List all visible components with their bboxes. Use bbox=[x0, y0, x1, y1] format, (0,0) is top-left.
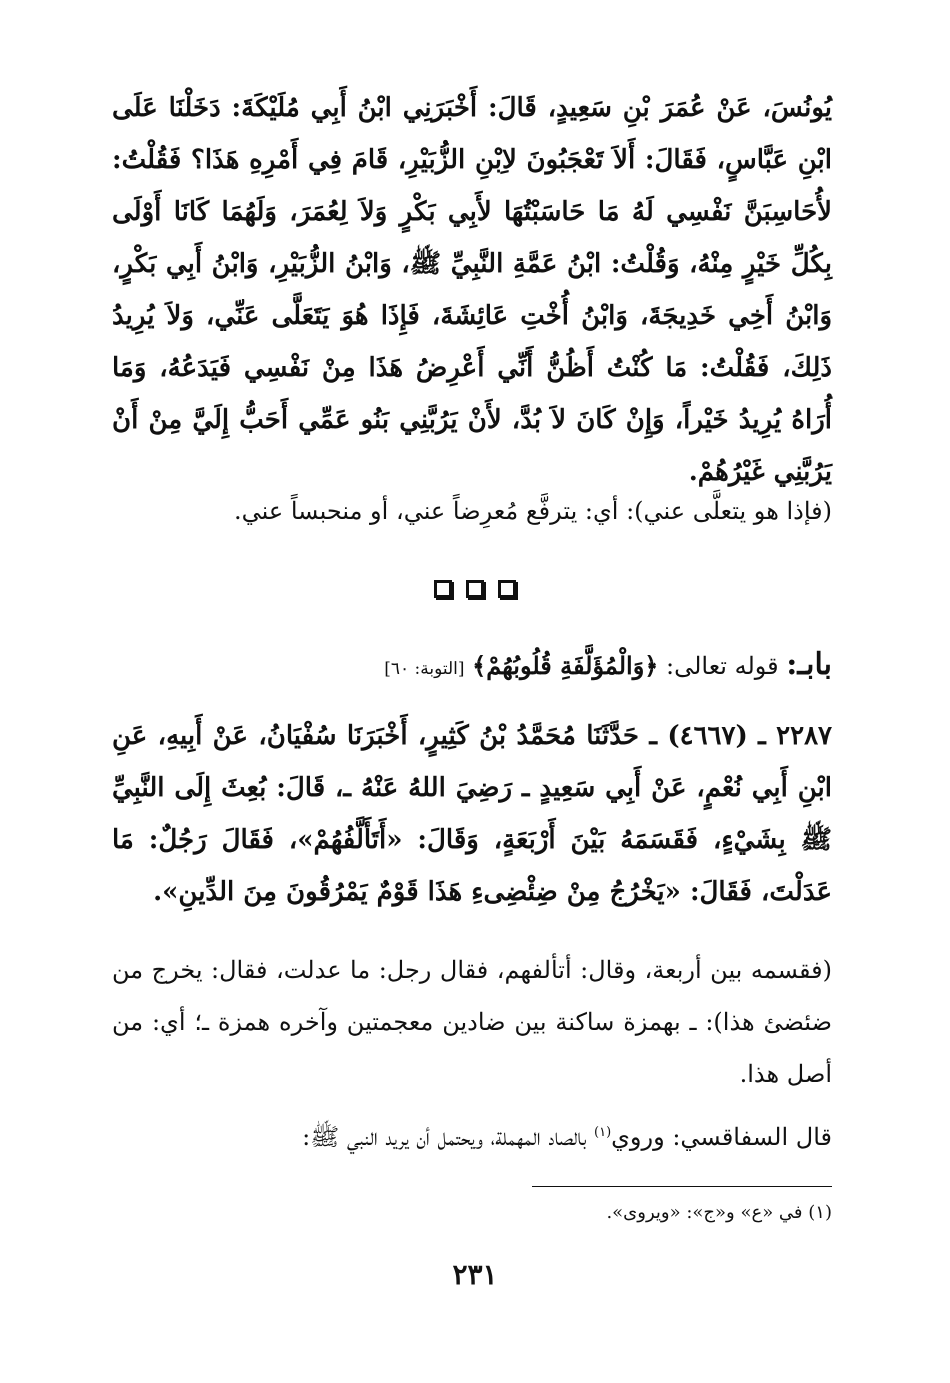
verse-reference: [التوبة: ٦٠] bbox=[384, 659, 465, 679]
hadith-entry bbox=[112, 710, 832, 918]
page-number: ٢٣١ bbox=[452, 1258, 498, 1291]
chapter-heading bbox=[112, 642, 832, 692]
hadith-text-continued bbox=[112, 82, 832, 498]
quran-verse: ﴿وَالْمُؤَلَّفَةِ قُلُوبُهُمْ﴾ bbox=[472, 651, 659, 680]
chapter-prefix: قوله تعالى: bbox=[666, 652, 779, 680]
footnote-divider bbox=[532, 1186, 832, 1187]
chapter-label: بابـ: bbox=[786, 647, 832, 682]
commentary-note bbox=[112, 486, 832, 536]
commentary-text-end: بالصاد المهملة، ويحتمل أن يريد النبي ﷺ: bbox=[302, 1123, 587, 1151]
separator-square-icon bbox=[498, 580, 516, 598]
hadith-text: ٢٢٨٧ ـ (٤٦٦٧) ـ حَدَّثَنَا مُحَمَّدُ بْنُ كَثِيرٍ، أَخْبَرَنَا سُفْيَانُ، عَنْ أَبِيهِ، عَنِ ابْنِ أَبِي نُعْمٍ، عَنْ أَبِي سَعِيدٍ ـ رَضِيَ اللهُ عَنْهُ ـ، قَالَ: بُعِثَ إِلَى النَّبِيِّ ﷺ بِشَيْءٍ، فَقَسَمَهُ بَيْنَ أَرْبَعَةٍ، وَقَالَ: «أَتَأَلَّفُهُمْ»، فَقَالَ رَجُلٌ: مَا عَدَلْتَ، فَقَالَ: «يَخْرُجُ مِنْ ضِئْضِىءِ هَذَا قَوْمٌ يَمْرُقُونَ مِنَ الدِّينِ». bbox=[112, 721, 832, 907]
hadith-text: يُونُسَ، عَنْ عُمَرَ بْنِ سَعِيدٍ، قَالَ: أَخْبَرَنِي ابْنُ أَبِي مُلَيْكَةَ: دَخَلْنَا عَلَى ابْنِ عَبَّاسٍ، فَقَالَ: أَلاَ تَعْجَبُونَ لاِبْنِ الزُّبَيْرِ، قَامَ فِي أَمْرِهِ هَذَا؟ فَقُلْتُ: لأُحَاسِبَنَّ نَفْسِي لَهُ مَا حَاسَبْتُهَا لأَبِي بَكْرٍ وَلاَ لِعُمَرَ، وَلَهُمَا كَانَا أَوْلَى بِكُلِّ خَيْرٍ مِنْهُ، وَقُلْتُ: ابْنُ عَمَّةِ النَّبِيِّ ﷺ، وَابْنُ الزُّبَيْرِ، وَابْنُ أَبِي بَكْرٍ، وَابْنُ أَخِي خَدِيجَةَ، وَابْنُ أُخْتِ عَائِشَةَ، فَإِذَا هُوَ يَتَعَلَّى عَنِّي، وَلاَ يُرِيدُ ذَلِكَ، فَقُلْتُ: مَا كُنْتُ أَظُنُّ أَنِّي أَعْرِضُ هَذَا مِنْ نَفْسِي فَيَدَعُهُ، وَمَا أُرَاهُ يُرِيدُ خَيْراً، وَإِنْ كَانَ لاَ بُدَّ، لأَنْ يَرُبَّنِي بَنُو عَمِّي أَحَبُّ إِلَيَّ مِنْ أَنْ يَرُبَّنِي غَيْرُهُمْ. bbox=[112, 93, 832, 487]
section-separator bbox=[0, 580, 950, 598]
commentary-note bbox=[112, 1108, 832, 1162]
footnote-marker: (١) bbox=[594, 1125, 612, 1140]
footnote bbox=[112, 1196, 832, 1230]
commentary-note bbox=[112, 944, 832, 1100]
separator-square-icon bbox=[434, 580, 452, 598]
commentary-text-start: قال السفاقسي: وروي bbox=[611, 1123, 832, 1151]
commentary-text: (فإذا هو يتعلَّى عني): أي: يترفَّع مُعرِضاً عني، أو منحبساً عني. bbox=[234, 497, 832, 525]
footnote-text: (١) في «ع» و«ج»: «ويروى». bbox=[606, 1202, 832, 1223]
commentary-text: (فقسمه بين أربعة، وقال: أتألفهم، فقال رجل: ما عدلت، فقال: يخرج من ضئضئ هذا): ـ بهمزة ساكنة بين ضادين معجمتين وآخره همزة ـ؛ أي: من أصل هذا. bbox=[112, 956, 832, 1088]
separator-square-icon bbox=[466, 580, 484, 598]
